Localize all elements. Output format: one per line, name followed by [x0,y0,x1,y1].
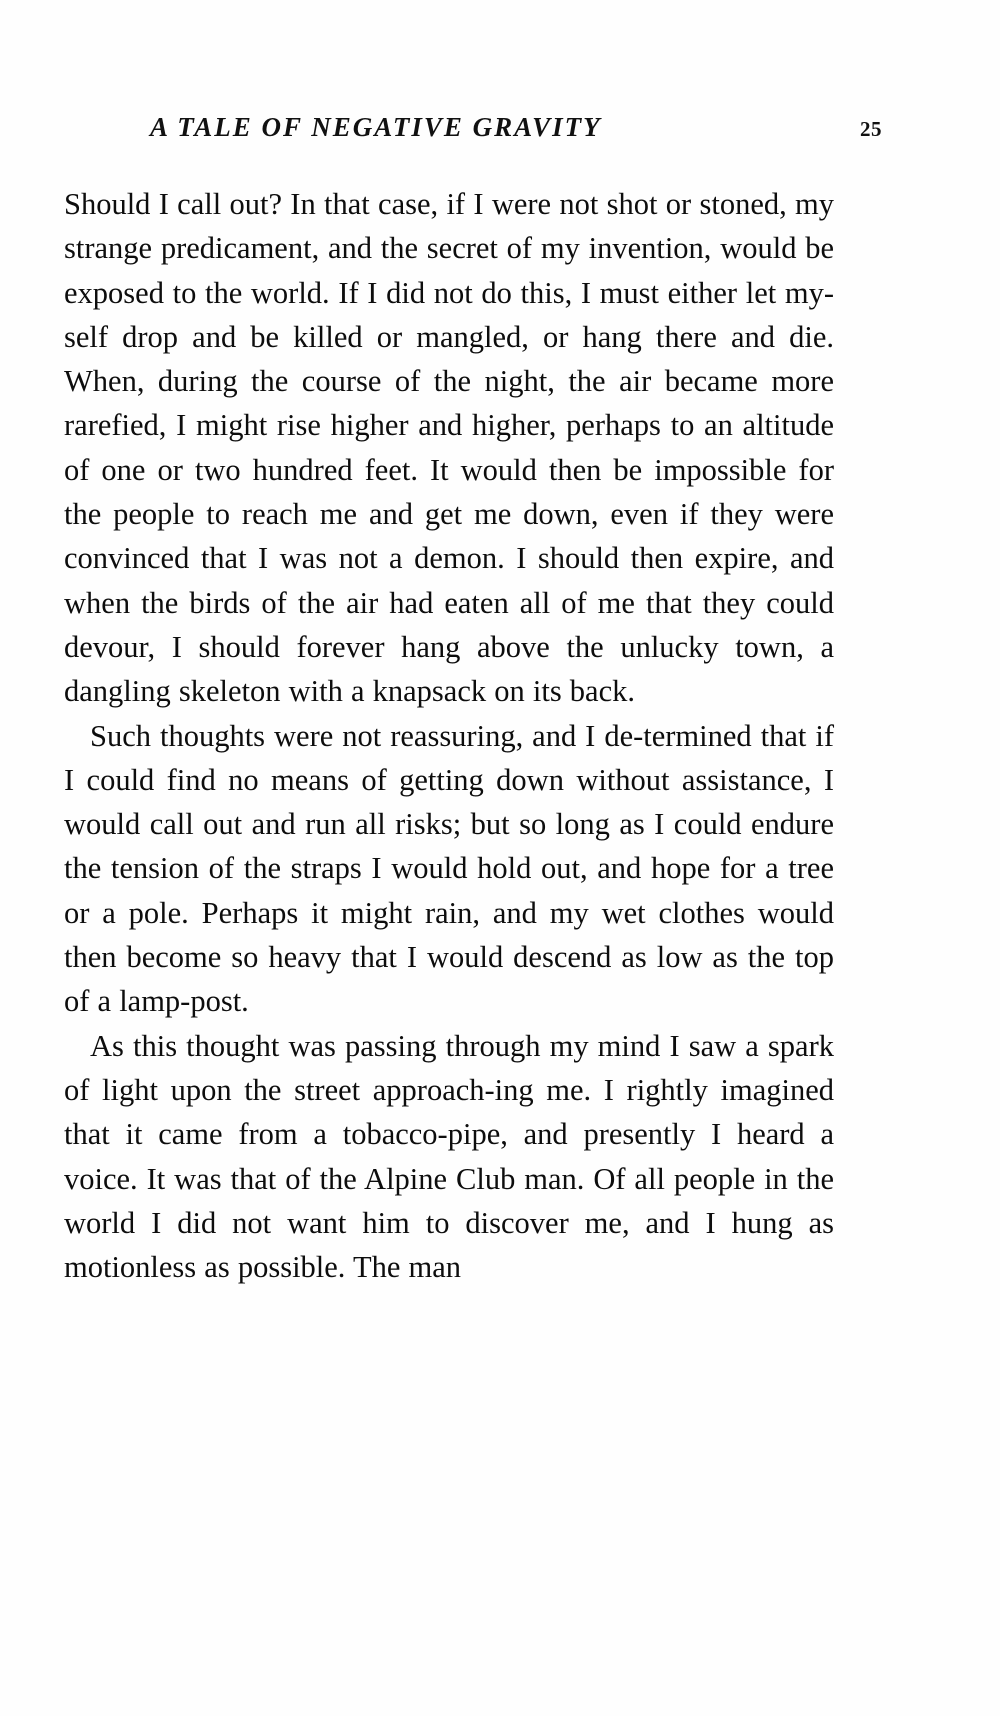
running-head [150,112,882,143]
page-number: 25 [860,117,882,141]
paragraph-1: Should I call out? In that case, if I were not shot or stoned, my strange predicament, and the secret of my invention, would be exposed to the world. If I did not do this, I must either let my-self drop and be killed or mangled, or hang there and die. When, during the course of the night, the air became more rarefied, I might rise higher and higher, perhaps to an altitude of one or two hundred feet. It would then be impossible for the people to reach me and get me down, even if they were convinced that I was not a demon. I should then expire, and when the birds of the air had eaten all of me that they could devour, I should forever hang above the unlucky town, a dangling skeleton with a knapsack on its back. [64,187,834,709]
running-head-title: A TALE OF NEGATIVE GRAVITY [150,112,602,142]
body-text-column [64,182,834,1289]
paragraph-2: Such thoughts were not reassuring, and I de-termined that if I could find no means of getting down without assistance, I would call out and run all risks; but so long as I could endure the tension of the straps I would hold out, and hope for a tree or a pole. Perhaps it might rain, and my wet clothes would then become so heavy that I would descend as low as the top of a lamp-post. [64,718,834,1019]
paragraph-3: As this thought was passing through my mind I saw a spark of light upon the street approach-ing me. I rightly imagined that it came from a tobacco-pipe, and presently I heard a voice. It was that of the Alpine Club man. Of all people in the world I did not want him to discover me, and I hung as motionless as possible. The man [64,1028,834,1285]
